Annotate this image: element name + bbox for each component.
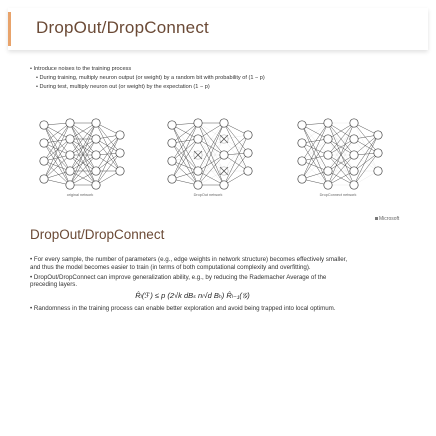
network-node [92,167,100,175]
network-node [220,151,228,159]
bullet-randomness: • Randomness in the training process can enable better exploration and avoid being trapped into local optimum. [30,305,355,313]
microsoft-logo-icon [375,217,378,220]
bullet-test: • During test, multiply neuron out (or weight) by the expectation (1 − p) [30,84,290,91]
caption-original: original network [66,193,94,197]
microsoft-watermark [375,216,399,222]
network-node [194,135,202,143]
network-diagrams [30,113,425,203]
original-network-diagram [30,113,130,193]
network-edge [354,123,378,171]
panel-dropout [158,113,268,203]
network-node [168,121,176,129]
network-node [244,131,252,139]
slide-title: DropOut/DropConnect [36,18,209,37]
network-node [66,167,74,175]
network-node [92,151,100,159]
network-node [244,167,252,175]
caption-dropout: DropOut network [193,193,223,197]
network-node [324,135,332,143]
network-node [116,131,124,139]
network-node [40,139,48,147]
network-node [324,119,332,127]
bullet-main: • Introduce noises to the training process [30,66,290,73]
dropout-network-diagram [158,113,258,193]
network-edge [96,135,120,185]
slide-title-card [8,8,428,50]
caption-dropconnect: DropConnect network [319,193,357,197]
slide2-bullets [30,256,355,315]
network-edge [96,123,120,171]
slide1-bullets [30,66,290,93]
network-node [116,167,124,175]
network-node [40,175,48,183]
network-node [194,167,202,175]
network-node [324,181,332,189]
network-node [298,139,306,147]
network-node [350,167,358,175]
panel-original [30,113,140,203]
network-node [298,175,306,183]
network-node [66,181,74,189]
watermark-text: Microsoft [379,216,400,222]
network-node [168,139,176,147]
bullet-training: • During training, multiply neuron output (or weight) by a random bit with probability of (1 − p) [30,75,290,82]
network-node [168,175,176,183]
network-node [194,119,202,127]
network-node [168,157,176,165]
panel-dropconnect [288,113,398,203]
network-node [350,151,358,159]
rademacher-formula: R̂ₗ(ℱ) ≤ p (2√k dBₛ nₗ√d Bₕ) R̂ₗ₋₁(𝒢) [135,291,250,301]
network-node [374,131,382,139]
network-node [324,167,332,175]
network-node [324,151,332,159]
network-node [92,181,100,189]
network-node [374,167,382,175]
dropconnect-network-diagram [288,113,388,193]
network-node [92,135,100,143]
bullet-parameters: • For every sample, the number of parameters (e.g., edge weights in network structure) becomes effectively smaller, and thus the model becomes easier to train (in terms of both computational complexity and overfitting). [30,256,355,272]
network-node [220,181,228,189]
network-node [40,121,48,129]
network-node [350,119,358,127]
network-node [374,149,382,157]
network-node [40,157,48,165]
network-node [350,135,358,143]
network-node [116,149,124,157]
network-node [298,157,306,165]
accent-bar-icon [8,12,11,46]
network-node [298,121,306,129]
network-node [92,119,100,127]
network-node [66,135,74,143]
network-node [66,119,74,127]
network-node [220,119,228,127]
bullet-generalization: • DropOut/DropConnect can improve generalization ability, e.g., by reducing the Rademacher Average of the preceding layers. [30,274,355,290]
network-node [350,181,358,189]
network-node [194,181,202,189]
network-node [66,151,74,159]
network-node [244,149,252,157]
slide2-title: DropOut/DropConnect [30,227,165,242]
network-edge [224,123,248,171]
network-edge [354,135,378,185]
